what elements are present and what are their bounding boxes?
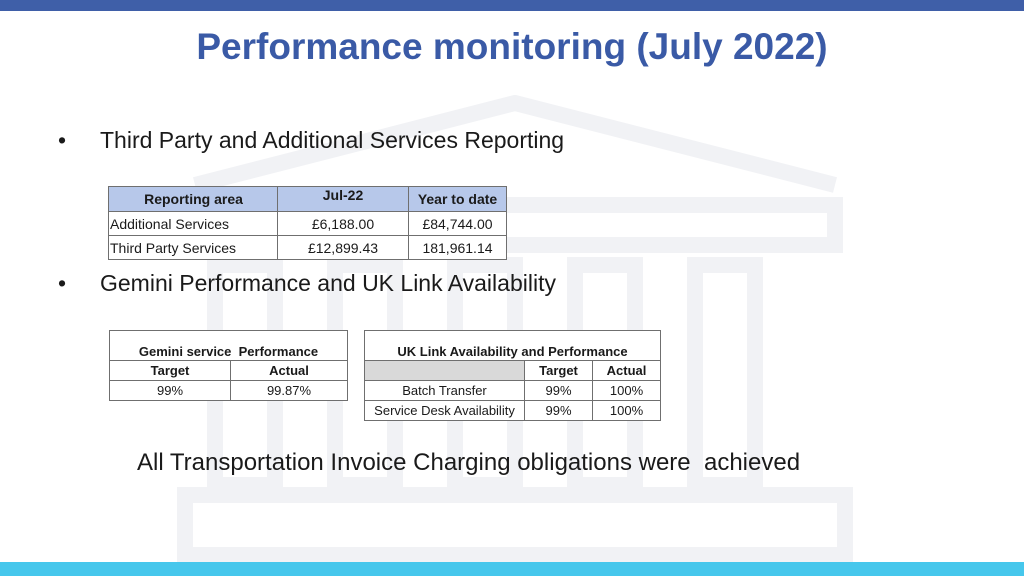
- table-cell: Additional Services: [109, 212, 278, 236]
- uk-link-table-title: UK Link Availability and Performance: [365, 331, 661, 361]
- table-cell: £84,744.00: [409, 212, 507, 236]
- table-header-row: [365, 361, 661, 381]
- bottom-accent-bar: [0, 562, 1024, 576]
- bullet-text: Third Party and Additional Services Reporting: [100, 127, 565, 153]
- header-year-to-date: Year to date: [409, 187, 507, 212]
- bullet-marker: •: [58, 127, 67, 153]
- table-cell: £12,899.43: [278, 236, 409, 260]
- table-cell: 100%: [593, 381, 661, 401]
- uk-link-table: [364, 330, 661, 421]
- table-cell: 99.87%: [231, 381, 348, 401]
- table-row: [365, 401, 661, 421]
- header-target: Target: [110, 361, 231, 381]
- table-cell: 100%: [593, 401, 661, 421]
- header-target: Target: [525, 361, 593, 381]
- table-row: [109, 212, 507, 236]
- header-month: Jul-22: [278, 187, 409, 212]
- header-actual: Actual: [231, 361, 348, 381]
- gemini-table: [109, 330, 348, 401]
- page-title: Performance monitoring (July 2022): [196, 26, 828, 67]
- table-title-row: [365, 331, 661, 361]
- table-cell: Service Desk Availability: [365, 401, 525, 421]
- header-actual: Actual: [593, 361, 661, 381]
- header-reporting-area: Reporting area: [109, 187, 278, 212]
- table-cell: £6,188.00: [278, 212, 409, 236]
- table-row: [365, 381, 661, 401]
- table-row: [109, 236, 507, 260]
- bullet-marker: •: [58, 270, 67, 296]
- table-cell: 99%: [110, 381, 231, 401]
- table-row: [110, 381, 348, 401]
- gemini-table-title: Gemini service Performance: [110, 331, 348, 361]
- table-cell: 99%: [525, 381, 593, 401]
- table-cell: 99%: [525, 401, 593, 421]
- bullet-text: Gemini Performance and UK Link Availability: [100, 270, 556, 296]
- table-cell: Batch Transfer: [365, 381, 525, 401]
- top-accent-bar: [0, 0, 1024, 11]
- table-cell: Third Party Services: [109, 236, 278, 260]
- table-header-row: [110, 361, 348, 381]
- summary-statement: All Transportation Invoice Charging obligations were achieved: [137, 449, 801, 476]
- reporting-table: [108, 186, 507, 260]
- table-title-row: [110, 331, 348, 361]
- header-blank: [365, 361, 525, 381]
- table-cell: 181,961.14: [409, 236, 507, 260]
- table-header-row: [109, 187, 507, 212]
